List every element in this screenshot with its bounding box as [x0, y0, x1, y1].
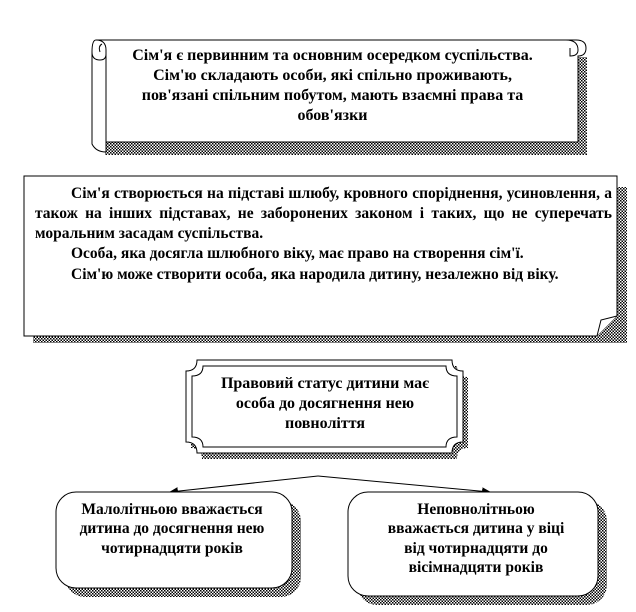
- status-line-1: Правовий статус дитини має: [220, 375, 430, 392]
- left-line-1-rest: вважається: [177, 501, 263, 518]
- right-line-3: від чотирнадцяти до: [404, 539, 548, 557]
- left-line-2: дитина до досягнення нею: [79, 520, 265, 538]
- status-line-2: особа до досягнення нею: [235, 395, 415, 412]
- right-line-2: вважається дитина у віці: [387, 520, 565, 538]
- note-p1-rest: на підставі шлюбу, кровного споріднення, усиновлення, а також на інших підставах, не заборонених законом і таких, що не суперечать моральним засадам суспільства.: [35, 185, 612, 243]
- left-line-1: [62, 500, 282, 519]
- note-paragraph-1: [35, 184, 612, 244]
- scroll-line-1-rest: є первинним та основним осередком суспільства.: [172, 47, 533, 64]
- scroll-lead: Сім'я: [132, 47, 173, 64]
- status-text: [200, 374, 450, 434]
- right-lead: Неповнолітньою: [417, 501, 535, 518]
- status-line-3: повноліття: [284, 415, 366, 432]
- arrow-to-right-box: [318, 476, 490, 492]
- note-paragraph-2: Особа, яка досягла шлюбного віку, має право на створення сім'ї.: [71, 245, 524, 263]
- scroll-line-2: Сім'ю складають особи, які спільно проживають,: [153, 67, 512, 84]
- left-line-3: чотирнадцяти років: [101, 539, 243, 557]
- note-text: [35, 184, 612, 285]
- arrow-to-left-box: [170, 476, 318, 492]
- note-p1-lead: Сім'я створюється: [71, 185, 203, 202]
- right-line-4: вісімнадцяти років: [408, 559, 544, 577]
- right-box-text: [356, 500, 596, 578]
- left-lead: Малолітньою: [81, 501, 178, 518]
- left-box-text: [62, 500, 282, 558]
- scroll-line-3: пов'язані спільним побутом, мають взаємні права та: [141, 87, 524, 104]
- scroll-text: [105, 46, 560, 126]
- note-paragraph-3: Сім'ю може створити особа, яка народила дитину, незалежно від віку.: [71, 265, 559, 283]
- scroll-line-1: [105, 46, 560, 66]
- scroll-line-4: обов'язки: [297, 107, 368, 124]
